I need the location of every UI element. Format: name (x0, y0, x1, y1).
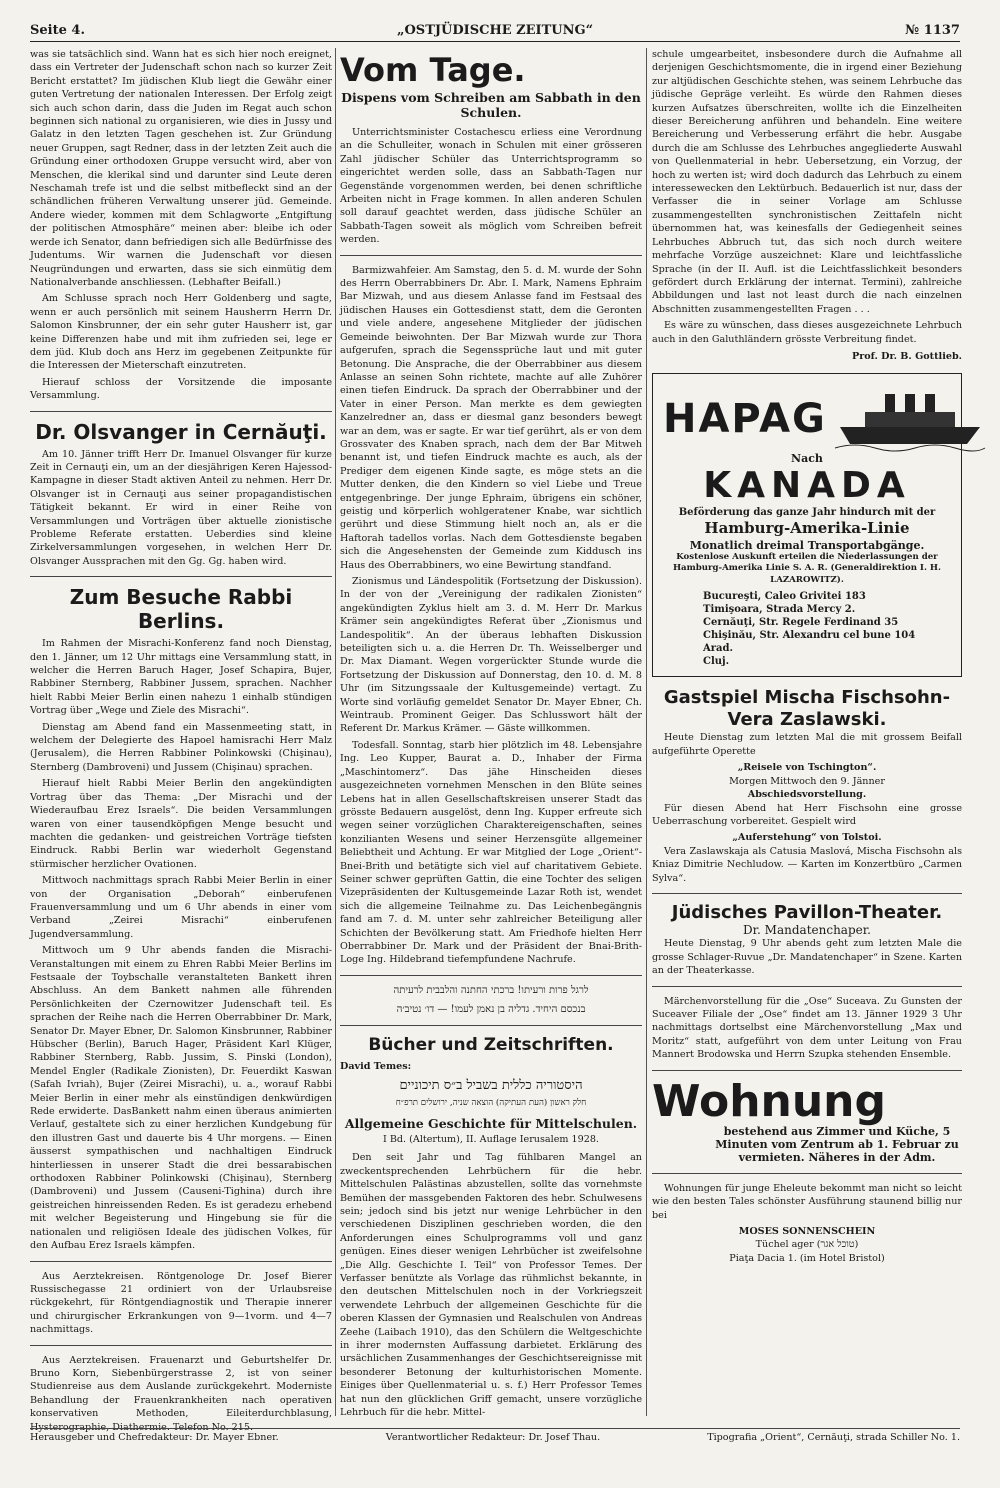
divider (652, 893, 962, 894)
headline-olsvanger: Dr. Olsvanger in Cernăuţi. (35, 419, 327, 444)
ad-merchant: MOSES SONNENSCHEIN (738, 1226, 876, 1238)
article-text: Hierauf hielt Rabbi Meier Berlin den angekündigten Vortrag über das Thema: „Der Misrachi und der Wiederaufbau Erez Israels“. Die beiden Versammlungen waren von einer tausendköpfigen Menge besucht und machten die gedanken- und geistreichen Vorträge tiefsten Eindruck. Rabbi Berlin war wiederholt Gegenstand stürmischer herzlicher Ovationen. (30, 778, 332, 870)
event-text: Morgen Mittwoch den 9. Jänner (729, 775, 885, 787)
subheadline: Dispens vom Schreiben am Sabbath in den Schulen. (341, 90, 641, 120)
ad-address: Bucureşti, Caleo Grivitei 183 (703, 591, 866, 603)
article-text: Mittwoch nachmittags sprach Rabbi Meier Berlin in einer von der Organisation „Deborah“ einberufenen Frauenversammlung und um 6 Uhr abends in einer vom Verband „Zeirei Misrachi“ einberufenen Jugendversammlung. (30, 875, 332, 940)
headline-pavillon: Jüdisches Pavillon-Theater. (671, 901, 943, 923)
ad-company: Hamburg-Amerika-Linie (704, 519, 910, 538)
hebrew-text: בנכסם היחיד. גדליה בן נאמן לעמו! — דו׳ נטיב׳ה (396, 1004, 586, 1016)
column-1 (30, 48, 332, 1433)
ad-text: Nach (791, 452, 823, 466)
newspaper-title: „OSTJÜDISCHE ZEITUNG“ (397, 23, 594, 38)
headline-berlin: Zum Besuche Rabbi Berlins. (69, 585, 293, 634)
ad-text: Tüchel ager (טוכל אגר) (755, 1239, 859, 1251)
signature: Prof. Dr. B. Gottlieb. (852, 350, 962, 362)
ad-address: Timişoara, Strada Mercy 2. (703, 604, 856, 616)
hapag-advertisement (652, 373, 962, 677)
article-text: Unterrichtsminister Costachescu erliess eine Verordnung an die Schulleiter, wonach in Schulen mit einer grösseren Zahl jüdischer Schüler das Unterrichtsprogramm so eingerichtet werden solle, dass an Sabbath-Tagen nur Gegenstände vorgenommen werden, bei denen schriftliche Arbeiten nicht in Frage kommen. In allen anderen Schulen soll darauf geachtet werden, dass jüdische Schüler an Sabbath-Tagen soweit als möglich vom Schreiben befreit werden. (340, 127, 642, 246)
article-text: Zionismus und Ländespolitik (Fortsetzung der Diskussion). In der von der „Vereinigung der radikalen Zionisten“ angekündigten Zyklus hielt am 3. d. M. Herr Dr. Markus Krämer sein angekündigtes Referat über „Zionismus und Landespolitik“. An der überaus lebhaften Diskussion beteiligten sich u. a. die Herren Dr. Th. Weisselberger und Dr. Max Diamant. Wegen vorgerückter Stunde wurde die Fortsetzung der Diskussion auf Donnerstag, den 10. d. M. 8 Uhr (im Sitzungssaale der Kultusgemeinde) vertagt. Zu Worte sind vorläufig gemeldet Senator Dr. Mayer Ebner, Ch. Weintraub. Prominent Geiger. Das Schlusswort hält der Referent Dr. Markus Krämer. — Gäste willkommen. (340, 576, 642, 735)
ad-text: Monatlich dreimal Transportabgänge. (689, 538, 925, 552)
divider (30, 411, 332, 412)
article-text: Im Rahmen der Misrachi-Konferenz fand noch Dienstag, den 1. Jänner, um 12 Uhr mittags eine Versammlung statt, in welcher die Herren Baruch Hager, Josef Schapira, Bujer, Rabbiner Sternberg, Rabbiner Jussem, sprachen. Nachher hielt Rabbi Meier Berlin einen nahezu 1 einhalb stündigen Vortrag über „Wege und Ziele des Misrachi“. (30, 638, 332, 717)
ad-address: Arad. (703, 643, 733, 655)
editor: Verantwortlicher Redakteur: Dr. Josef Thau. (385, 1432, 601, 1443)
article-text: Mittwoch um 9 Uhr abends fanden die Misrachi-Veranstaltungen mit einem zu Ehren Rabbi Meier Berlins im Festsaale der Toybschalle veranstalteten Bankett ihren Abschluss. An dem Bankett nahmen alle führenden Persönlichkeiten der Czernowitzer Judenschaft teil. Es sprachen der Reihe nach die Herren Oberrabbiner Dr. Mark, Senator Dr. Mayer Ebner, Dr. Salomon Kinsbrunner, Rabbiner Hübscher (Berlin), Baruch Hager, Präsident Karl Klüger, Rabbiner Sternberg, Rabb. Jussim, S. Pinski (London), Mendel Engler (Radikale Zionisten), Dr. Feuerdikt Kaswan (Safah Ivriah), Bujer (Zeirei Misrachi), u. a., worauf Rabbi Meier Berlin in einer mehr als einstündigen denkwürdigen Rede erwiderte. DasBankett nahm einen überaus animierten Verlauf, gestaltete sich zu einer herzlichen Kundgebung für den illustren Gast und dauerte bis 4 Uhr morgens. — Einen äusserst sympathischen und nachhaltigen Eindruck hinterliessen in unserer Stadt die drei bessarabischen orthodoxen Rabbiner Polinkowski (Chişinau), Sternberg (Dambroveni) und Jussem (Causeni-Tighina) durch ihre geistreichen hinreissenden Reden. Es ist geradezu erhebend mit welcher Begeisterung und Hingebung sie für die nationalen und religiösen Ideale des jüdischen Volkes, für den Aufbau Erez Israels kämpfen. (30, 945, 332, 1252)
wohnung-headline: Wohnung (652, 1075, 886, 1127)
article-text: Am Schlusse sprach noch Herr Goldenberg und sagte, wenn er auch persönlich mit seinem Hausherrn Herrn Dr. Salomon Kinsbrunner, der ein sehr guter Hausherr ist, gar keine Differenzen habe und mit ihm zufrieden sei, lege er dem jüd. Klub doch ans Herz im gegebenen Zeitpunkte für die Interessen der Mieterschaft einzutreten. (30, 293, 332, 372)
divider (652, 986, 962, 987)
ad-headline: KANADA (703, 464, 911, 506)
book-title: Allgemeine Geschichte für Mittelschulen. (344, 1115, 638, 1131)
notice-text: Aus Aerztekreisen. Frauenarzt und Geburtshelfer Dr. Bruno Korn, Siebenbürgerstrasse 2, ist von seiner Studienreise aus dem Auslande zurückgekehrt. Moderniste Behandlung der Frauenkrankheiten nach operativen konservativen Methoden, Eileiterdurchblasung, Hysterographie, Diathermie. Telefon No. 215. (30, 1354, 332, 1433)
section-title: Vom Tage. (340, 51, 526, 89)
article-text: Den seit Jahr und Tag fühlbaren Mangel an zweckentsprechenden Lehrbüchern für die hebr. Mittelschulen Palästinas abzustellen, sollte das vornehmste Bemühen der massgebenden Faktoren des hebr. Schulwesens sein; jedoch sind bis jetzt nur wenige Lehrbücher in den verschiedenen Disziplinen geschrieben worden, die den Anforderungen eines Schulprogramms voll und ganz genügen. Eines dieser wenigen Lehrbücher ist zweifelsohne „Die Allg. Geschichte I. Teil“ von Professor Temes. Der Verfasser benützte als Vorlage das rühmlichst bekannte, in den deutschen Mittelschulen noch in der Vorkriegszeit verwendete Lehrbuch der allgemeinen Geschichte für die oberen Klassen der Gymnasien und Realschulen von Andreas Zeehe (Laibach 1910), das den Schülern die Weltgeschichte in ihrer modernsten Auffassung darbietet. Erklärung des ursächlichen Zusammenhanges der Geschichtsereignisse mit besonderer Betonung der kulturhistorischen Momente. Einiges über Quellenmaterial u. s. f.) Herr Professor Temes hat nun den glücklichen Griff gemacht, unsere vorzügliche Lehrbuch für die hebr. Mittel- (340, 1152, 642, 1419)
hebrew-text: לרגל פרות ורעיתו! ברכתי החתנה והלבבית לרעיתה (393, 984, 589, 996)
article-text: Am 10. Jänner trifft Herr Dr. Imanuel Olsvanger für kurze Zeit in Cernauţi ein, um an der diesjährigen Keren Hajessod-Kampagne in dieser Stadt aktiven Anteil zu nehmen. Herr Dr. Olsvanger ist in Cernauţi aus seiner propagandistischen Tätigkeit bekannt. Er wird in einer Reihe von Versammlungen und Vorträgen über aktuelle zionistische Probleme Referate erstatten. Ueberdies sind kleine Zirkelversammlungen vorgesehen, in welchen Herr Dr. Olsvanger Aussprachen mit den Gg. Gg. haben wird. (30, 448, 332, 567)
divider (340, 1025, 642, 1026)
hapag-logo: HAPAG (663, 395, 827, 442)
divider (652, 1173, 962, 1174)
hebrew-title: היסטוריה כללית בשביל ב״ס תיכוניים (399, 1078, 583, 1093)
ad-text: Kostenlose Auskunft erteilen die Niederlassungen der Hamburg-Amerika Linie S. A. R. (Generaldirektion I. H. LAZAROWITZ). (672, 551, 942, 585)
divider (340, 255, 642, 256)
book-author: David Temes: (340, 1060, 412, 1072)
divider (30, 1261, 332, 1262)
ad-address: Cluj. (703, 656, 730, 668)
article-text: Barmizwahfeier. Am Samstag, den 5. d. M. wurde der Sohn des Herrn Oberrabbiners Dr. Abr. I. Mark, Namens Ephraim Bar Mizwah, und aus diesem Anlasse fand im Festsaal des jüdischen Hauses ein Gottesdienst statt, dem die Geronten und viele andere, angesehene Mitglieder der jüdischen Gemeinde beiwohnten. Der Bar Mizwah wurde zur Thora aufgerufen, sprach die Segenssprüche laut und mit guter Betonung. Die Ansprache, die der Oberrabbiner aus diesem Anlasse an seinen Sohn richtete, machte auf alle Zuhörer einen tiefen Eindruck. Da sprach der Oberrabbiner und der Vater in einer Person. Man merkte es dem gewiegten Kanzelredner an, dass er diesmal ganz besonders bewegt war an dem, was er sagte. Er war tief gerührt, als er von dem Grossvater des Knaben sprach, nach dem der Bar Mitweh benannt ist, und tiefen Eindruck machte es auch, als der Prediger dem eigenen Kinde sagte, es möge stets an die Mutter denken, die den Kindern so viel Liebe und Treue entgegenbringe. Der junge Ephraim, übrigens ein schöner, geistig und körperlich wohlgeratener Knabe, war sichtlich gerührt und diese Stimmung hielt noch an, als er die Haftorah tadellos vorlas. Nach dem Gottesdienste begaben sich die Angesehensten der Gemeinde zum Kiddusch ins Haus des Oberrabbiners, wo eine Bewirtung standfand. (340, 264, 642, 571)
article-text: Todesfall. Sonntag, starb hier plötzlich im 48. Lebensjahre Ing. Leo Kupper, Baurat a. D., Inhaber der Firma „Maschintomerz“. Das jähe Hinscheiden dieses ausgezeichneten vornehmen Menschen in den Blüte seines Lebens hat in allen Gesellschaftskreisen unserer Stadt das grösste Bedauern ausgelöst, denn Ing. Kupper erfreute sich wegen seiner vorzüglichen Charaktereigenschaften, seines konzilianten Wesens und seiner Herzensgüte allgemeiner Beliebtheit und Achtung. Er war Mitglied der Loge „Orient“-Bnei-Brith und betätigte sich viel auf charitativem Gebiete. Seiner schwer geprüften Gattin, die eine Tochter des seligen Vizepräsidenten der Kultusgemeinde Lazar Roth ist, wendet sich die allgemeine Teilnahme zu. Das Leichenbegängnis fand am 7. d. M. unter sehr zahlreicher Beteiligung aller Schichten der Bevölkerung statt. Am Friedhofe hielten Herr Oberrabbiner Dr. Mark und der Präsident der Bnai-Brith-Loge Ing. Hildebrand tiefempfundene Nachrufe. (340, 739, 642, 966)
article-text: Hierauf schloss der Vorsitzende die imposante Versammlung. (30, 376, 332, 402)
event-text: Heute Dienstag zum letzten Mal die mit grossem Beifall aufgeführte Operette (652, 732, 962, 757)
ad-address: Cernăuţi, Str. Regele Ferdinand 35 (703, 617, 899, 629)
headline-gastspiel: Gastspiel Mischa Fischsohn-Vera Zaslawski. (663, 687, 951, 731)
event-title: „Reisele von Tschington“. (737, 762, 877, 774)
printer: Tipografia „Orient“, Cernăuţi, strada Schiller No. 1. (707, 1432, 960, 1443)
ad-addresses (703, 590, 951, 668)
article-text: Es wäre zu wünschen, dass dieses ausgezeichnete Lehrbuch auch in den Galuthländern grösste Verbreitung findet. (652, 320, 962, 345)
ad-address: Chişinău, Str. Alexandru cel bune 104 (703, 630, 916, 642)
page-header (30, 16, 960, 42)
event-title: Dr. Mandatenchaper. (743, 922, 871, 937)
divider (30, 576, 332, 577)
event-title: Abschiedsvorstellung. (747, 789, 867, 801)
column-2 (340, 48, 642, 1418)
ad-text: Wohnungen für junge Eheleute bekommt man nicht so leicht wie den besten Tales schönster Ausführung staunend billig nur bei (652, 1182, 962, 1221)
notice-text: Märchenvorstellung für die „Ose“ Suceava. Zu Gunsten der Suceaver Filiale der „Ose“ findet am 13. Jänner 1929 3 Uhr nachmittags dortselbst eine Märchenvorstellung „Max und Moritz“ statt, aufgeführt von dem unter Leitung von Frau Mannert Brodowska und Herrn Szupka stehenden Ensemble. (652, 995, 962, 1061)
column-3 (652, 48, 962, 1418)
publisher: Herausgeber und Chefredakteur: Dr. Mayer Ebner. (30, 1432, 279, 1443)
column-rule (335, 48, 336, 1416)
page-number: Seite 4. (30, 23, 85, 38)
book-edition: I Bd. (Altertum), II. Auflage Ierusalem 1928. (383, 1133, 599, 1145)
event-title: „Auferstehung“ von Tolstoi. (732, 832, 882, 844)
ship-icon (835, 382, 985, 452)
column-rule (646, 48, 647, 1416)
headline-books: Bücher und Zeitschriften. (368, 1034, 614, 1055)
page-footer (30, 1428, 960, 1448)
notice-text: Aus Aerztekreisen. Röntgenologe Dr. Josef Bierer Russischegasse 21 ordiniert von der Urlaubsreise rückgekehrt, für Röntgendiagnostik und Therapie innerer und chirurgischer Erkrankungen von 9—1vorm. und 4—7 nachmittags. (30, 1270, 332, 1336)
issue-number: № 1137 (905, 23, 960, 38)
event-text: Heute Dienstag, 9 Uhr abends geht zum letzten Male die grosse Schlager-Ruvue „Dr. Mandatenchaper“ in Szene. Karten an der Theaterkasse. (652, 938, 962, 977)
ad-text: Beförderung das ganze Jahr hindurch mit der (678, 506, 936, 518)
ad-text: bestehend aus Zimmer und Küche, 5 Minuten vom Zentrum ab 1. Februar zu vermieten. Näheres in der Adm. (715, 1124, 959, 1165)
article-text: schule umgearbeitet, insbesondere durch die Aufnahme all derjenigen Geschichtsmomente, die in irgend einer Beziehung zur altjüdischen Geschichte stehen, was seinem Lehrbuche das jüdische Gepräge verleiht. Es würde den Rahmen dieses kurzen Aufsatzes überschreiten, wollte ich die Einzelheiten dieser Bereicherung anführen und behandeln. Eine weitere Bereicherung und Verbesserung erfährt die hebr. Ausgabe durch die am Schlusse des Lehrbuches angegliederte Auswahl von Quellenmaterial in hebr. Uebersetzung, ein Vorzug, der hoch zu werten ist; wird doch dadurch das Lehrbuch zu einem interessewecken den Lektürbuch. Bedauerlich ist nur, dass der Verfasser die in seiner Vorlage am Schlusse zusammengestellten synchronistischen Zeittafeln nicht übernommen hat, was keinesfalls der Gediegenheit seines Lehrbuches Abbruch tut, das sich noch durch weitere mehrfache Vorzüge auszeichnet: Klare und leichtfassliche Sprache (in der II. Aufl. ist die Leichtfasslichkeit besonders gefördert durch Erklärung der internat. Termini), zahlreiche Abbildungen und last not least durch die nach einzelnen Abschnitten zusammengestellten Fragen . . . (652, 49, 962, 315)
ad-address: Piaţa Dacia 1. (im Hotel Bristol) (729, 1252, 885, 1264)
event-text: Für diesen Abend hat Herr Fischsohn eine grosse Ueberraschung vorbereitet. Gespielt wird (652, 802, 962, 827)
article-text: was sie tatsächlich sind. Wann hat es sich hier noch ereignet, dass ein Vertreter der Judenschaft schon nach so kurzer Zeit Bericht erstattet? Im jüdischen Klub liegt die Gewähr einer guten Vertretung der nationalen Interessen. Der Erfolg zeigt sich auch schon darin, dass die Juden im Regat auch schon beginnen sich national zu organisieren, wie dies in Jussy und Galatz in den letzten Tagen geschehen ist. Zur Gründung neuer Gruppen, sagt Redner, dass in der letzten Zeit auch die Gründung einer orthodoxen Gruppe versucht wird, aber von Menschen, die klerikal sind und darunter sind Leute deren Neschamah trefe ist und die selbst mitbefleckt sind an der schändlichen früheren Verwaltung unserer jüd. Gemeinde. Andere wieder, kommen mit dem Schlagworte „Entgiftung der politischen Atmosphäre“ meinen aber: bleibe ich oder werde ich Senator, dann befriedigen sich alle Bedürfnisse des Judentums. Wir warnen die Judenschaft vor diesen Neugründungen und erwarten, dass sie sich einmütig dem Nationalverbande anschliessen. (Lebhafter Beifall.) (30, 49, 332, 288)
divider (30, 1345, 332, 1346)
article-text: Dienstag am Abend fand ein Massenmeeting statt, in welchem der Delegierte des Hapoel hamisrachi Herr Malz (Jerusalem), die Herren Rabbiner Polinkowski (Chişinau), Sternberg (Dambroveni) und Jussem (Chişinau) sprachen. (30, 721, 332, 773)
divider (340, 975, 642, 976)
divider (652, 1070, 962, 1071)
event-text: Vera Zaslawskaja als Catusia Maslová, Mischa Fischsohn als Kniaz Dimitrie Nechludow. — Karten im Konzertbüro „Carmen Sylva“. (652, 845, 962, 884)
hebrew-subtitle: חלק ראשון (העת העתיקה) הוצאה שניה, ירושלים תרפ״ח (395, 1098, 587, 1109)
